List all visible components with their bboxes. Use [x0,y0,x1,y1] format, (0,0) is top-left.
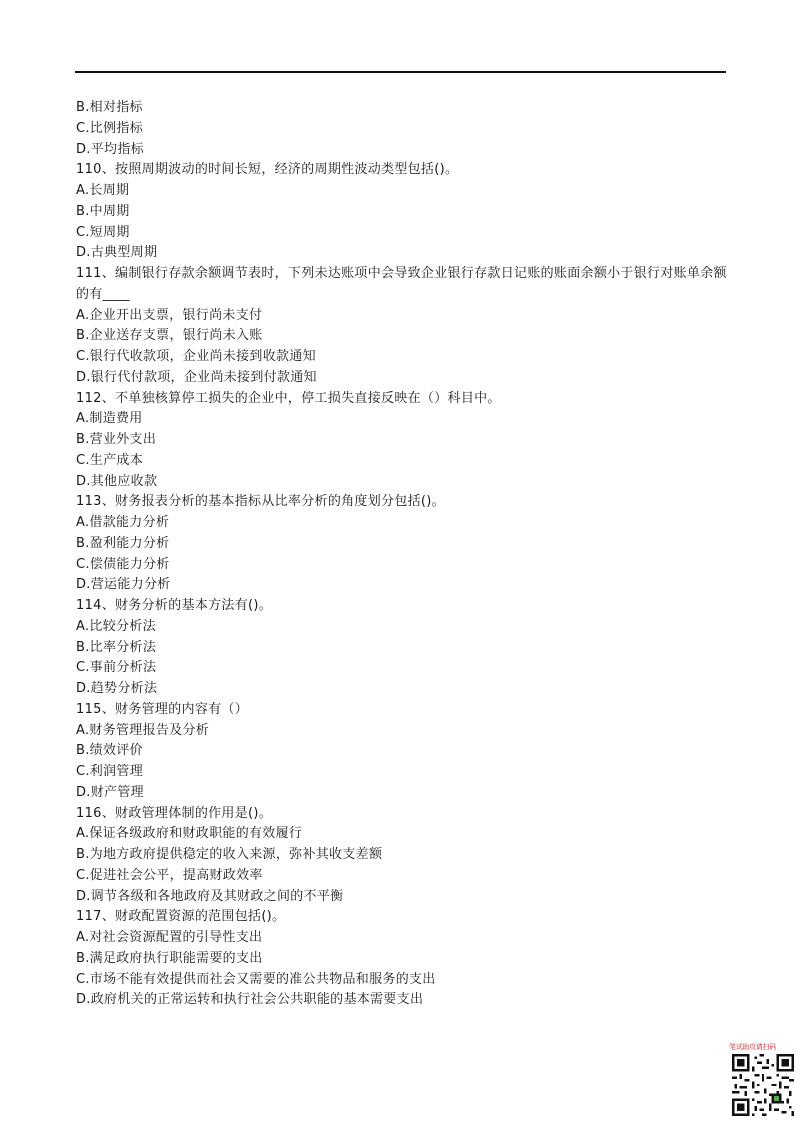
text-line: A.长周期 [76,183,130,198]
text-line: D.财产管理 [76,784,144,800]
qr-badge [729,1042,797,1128]
text-line: C.市场不能有效提供而社会又需要的准公共物品和服务的支出 [76,971,436,987]
text-line: C.利润管理 [76,764,144,779]
text-line: B.比率分析法 [76,639,157,655]
question-stem: 112、不单独核算停工损失的企业中，停工损失直接反映在（）科目中。 [76,390,501,406]
header-rule [75,71,726,73]
text-line: A.比较分析法 [76,618,156,634]
text-line: D.古典型周期 [76,245,158,261]
text-line: D.银行代付款项，企业尚未接到付款通知 [76,369,317,385]
text-line: D.营运能力分析 [76,577,171,593]
question-stem: 115、财务管理的内容有（） [76,701,249,717]
question-stem: 110、按照周期波动的时间长短，经济的周期性波动类型包括()。 [76,162,459,178]
question-stem: 117、财政配置资源的范围包括()。 [76,909,286,925]
text-line: A.财务管理报告及分析 [76,722,210,738]
text-line: C.事前分析法 [76,660,157,676]
text-line: A.借款能力分析 [76,515,170,530]
text-line: A.对社会资源配置的引导性支出 [76,930,263,945]
question-text [76,98,736,1011]
question-stem: 114、财务分析的基本方法有()。 [76,598,273,613]
text-line: B.中周期 [76,203,130,219]
text-line: A.企业开出支票，银行尚未支付 [76,307,263,323]
text-line: D.平均指标 [76,141,144,157]
text-line: C.比例指标 [76,120,144,136]
text-line: B.营业外支出 [76,432,157,447]
question-stem: 113、财务报表分析的基本指标从比率分析的角度划分包括()。 [76,494,445,510]
text-line: C.银行代收款项，企业尚未接到收款通知 [76,349,316,364]
text-line: B.企业送存支票，银行尚未入账 [76,328,263,344]
text-line: D.其他应收款 [76,473,158,489]
text-line: C.促进社会公平，提高财政效率 [76,867,263,883]
text-line: B.满足政府执行职能需要的支出 [76,950,263,966]
text-line: D.政府机关的正常运转和执行社会公共职能的基本需要支出 [76,992,424,1008]
text-line: B.绩效评价 [76,743,143,759]
text-line: B.相对指标 [76,100,143,115]
text-line: C.生产成本 [76,452,144,468]
question-stem: 116、财政管理体制的作用是()。 [76,805,273,821]
text-line: A.保证各级政府和财政职能的有效履行 [76,826,303,842]
qr-label: 笔试助攻请扫码 [729,1043,776,1051]
text-line: C.偿债能力分析 [76,556,170,572]
text-line: D.趋势分析法 [76,681,158,696]
text-line: C.短周期 [76,224,130,240]
qr-code-icon[interactable] [732,1054,794,1116]
text-line: D.调节各级和各地政府及其财政之间的不平衡 [76,888,344,904]
text-line: B.盈利能力分析 [76,535,170,551]
text-line: A.制造费用 [76,411,143,427]
text-line: B.为地方政府提供稳定的收入来源，弥补其收支差额 [76,847,383,862]
question-stem: 111、编制银行存款余额调节表时，下列未达账项中会导致企业银行存款日记账的账面余额小于银行对账单余额的有____ [76,266,727,302]
